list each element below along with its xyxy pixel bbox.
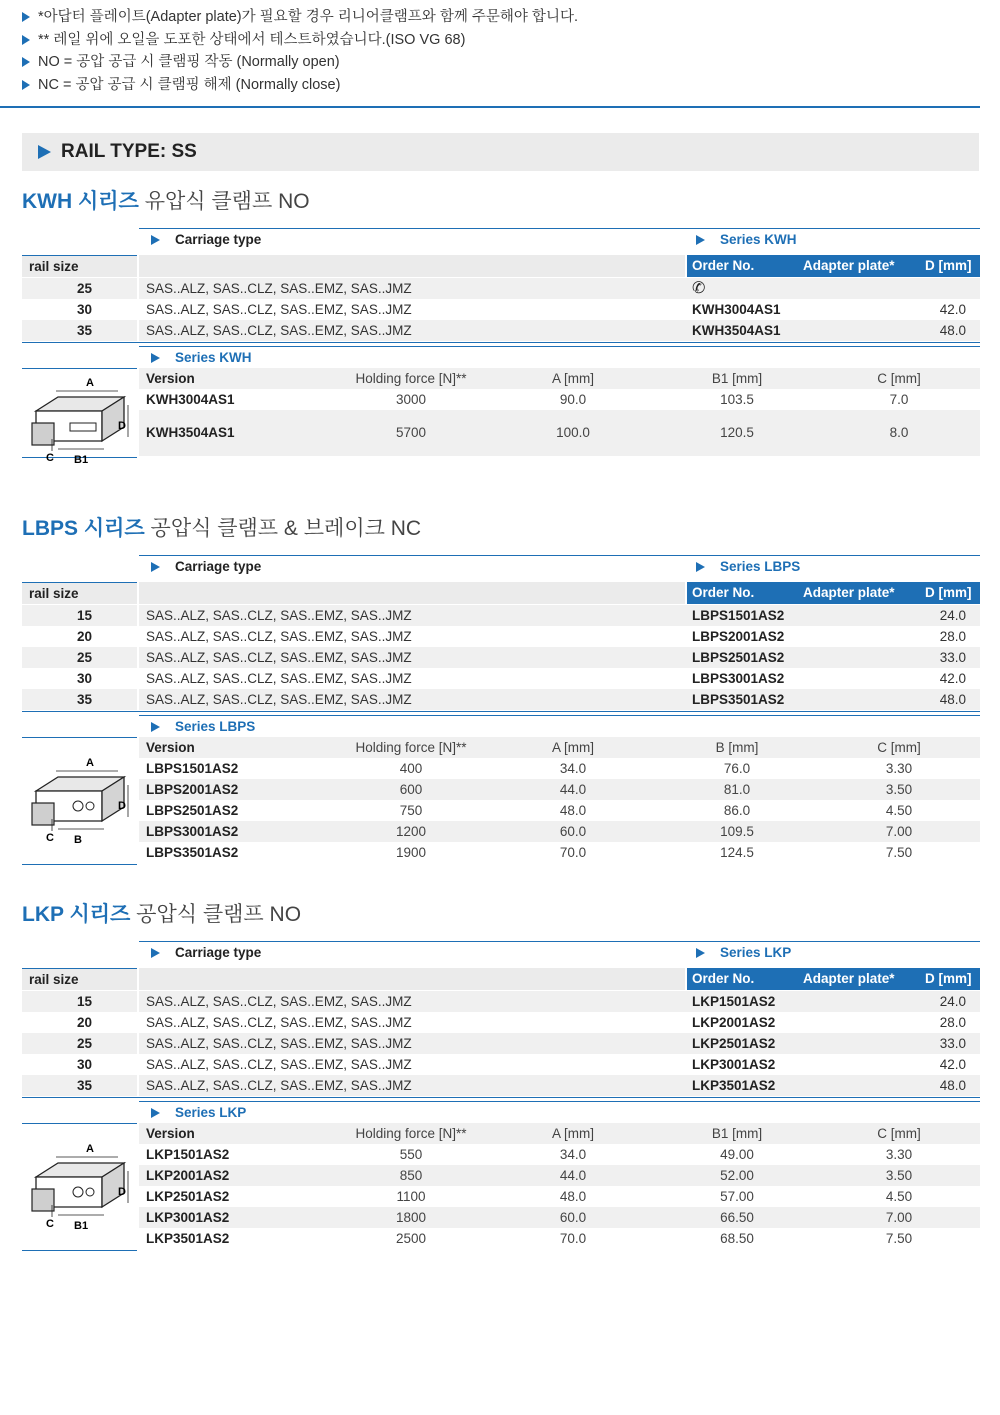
d-header: D [mm] <box>925 585 972 600</box>
version-header-row <box>139 368 980 389</box>
version-hf-cell: 1200 <box>395 824 427 839</box>
carriage-cell: SAS..ALZ, SAS..CLZ, SAS..EMZ, SAS..JMZ <box>146 692 412 707</box>
svg-text:D: D <box>118 420 126 432</box>
order-no-cell: KWH3004AS1 <box>692 302 781 317</box>
version-table-rule <box>139 715 980 716</box>
series-title-desc: 공압식 클램프 & 브레이크 NC <box>144 517 422 540</box>
triangle-bullet-icon <box>38 145 51 159</box>
order-header <box>687 582 980 604</box>
triangle-bullet-icon <box>151 722 160 732</box>
svg-text:B: B <box>74 834 82 846</box>
clamp-dimension-drawing <box>28 751 132 851</box>
order-no-cell: LKP3001AS2 <box>692 1057 776 1072</box>
version-c-cell: 3.30 <box>885 761 913 776</box>
order-no-cell: KWH3504AS1 <box>692 323 781 338</box>
series-label <box>696 232 797 247</box>
version-b-cell: 57.00 <box>720 1189 754 1204</box>
version-a-cell: 48.0 <box>559 803 587 818</box>
svg-text:D: D <box>118 800 126 812</box>
carriage-cell: SAS..ALZ, SAS..CLZ, SAS..EMZ, SAS..JMZ <box>146 1057 412 1072</box>
triangle-bullet-icon <box>22 35 30 45</box>
version-c-cell: 4.50 <box>885 803 913 818</box>
version-table-rule <box>139 346 980 347</box>
version-a-cell: 70.0 <box>559 845 587 860</box>
phone-icon: ✆ <box>692 280 706 297</box>
carriage-cell: SAS..ALZ, SAS..CLZ, SAS..EMZ, SAS..JMZ <box>146 1078 412 1093</box>
row-body <box>139 278 980 299</box>
version-c-cell: 7.00 <box>885 824 913 839</box>
table-bottom-rule <box>22 1097 980 1098</box>
series-title <box>22 185 310 215</box>
carriage-type-text: Carriage type <box>175 232 262 247</box>
version-row <box>139 410 980 456</box>
version-cell: KWH3504AS1 <box>146 425 235 440</box>
version-hf-cell: 1900 <box>395 845 427 860</box>
version-row <box>139 800 980 821</box>
clamp-drawing-box <box>22 368 137 466</box>
version-c-cell: 3.50 <box>885 1168 913 1183</box>
row-body <box>139 1075 980 1096</box>
row-body <box>139 1012 980 1033</box>
header-spacer <box>139 968 685 990</box>
version-header-row <box>139 1123 980 1144</box>
version-header: Version <box>146 1126 195 1141</box>
version-row <box>139 1207 980 1228</box>
svg-text:C: C <box>46 452 54 464</box>
note-item <box>22 51 578 74</box>
version-hf-cell: 400 <box>399 761 423 776</box>
version-row <box>139 1228 980 1249</box>
version-c-cell: 4.50 <box>885 1189 913 1204</box>
version-cell: LBPS3501AS2 <box>146 845 239 860</box>
d-cell: 33.0 <box>939 1036 966 1051</box>
triangle-bullet-icon <box>151 1108 160 1118</box>
rail-size-cell: 25 <box>22 1033 137 1054</box>
a-header: A [mm] <box>551 371 595 386</box>
adapter-plate-header: Adapter plate* <box>803 258 895 273</box>
order-no-header: Order No. <box>692 258 755 273</box>
column-header <box>22 582 980 604</box>
table-row <box>22 668 980 689</box>
row-body <box>139 626 980 647</box>
triangle-bullet-icon <box>696 235 705 245</box>
carriage-cell: SAS..ALZ, SAS..CLZ, SAS..EMZ, SAS..JMZ <box>146 994 412 1009</box>
order-header <box>687 968 980 990</box>
version-cell: LKP2501AS2 <box>146 1189 230 1204</box>
clamp-dimension-drawing <box>28 1137 132 1237</box>
version-series-label <box>139 347 252 368</box>
d-cell: 24.0 <box>939 608 966 623</box>
triangle-bullet-icon <box>696 948 705 958</box>
adapter-plate-header: Adapter plate* <box>803 971 895 986</box>
divider <box>0 106 980 108</box>
d-cell: 24.0 <box>939 994 966 1009</box>
triangle-bullet-icon <box>696 562 705 572</box>
header-spacer <box>139 255 685 277</box>
version-row <box>139 779 980 800</box>
row-body <box>139 1054 980 1075</box>
notes-list <box>22 6 578 96</box>
version-hf-cell: 600 <box>399 782 423 797</box>
triangle-bullet-icon <box>151 948 160 958</box>
d-cell: 48.0 <box>939 1078 966 1093</box>
a-header: A [mm] <box>551 1126 595 1141</box>
version-row <box>139 842 980 863</box>
carriage-cell: SAS..ALZ, SAS..CLZ, SAS..EMZ, SAS..JMZ <box>146 302 412 317</box>
clamp-drawing-box <box>22 737 137 865</box>
order-no-header: Order No. <box>692 971 755 986</box>
rail-size-header: rail size <box>22 582 137 604</box>
version-b-cell: 103.5 <box>720 392 754 407</box>
version-cell: LKP3501AS2 <box>146 1231 230 1246</box>
rail-size-header: rail size <box>22 255 137 277</box>
table-row <box>22 320 980 341</box>
order-no-header: Order No. <box>692 585 755 600</box>
rail-size-cell: 30 <box>76 302 93 317</box>
series-title-name: LBPS 시리즈 <box>22 517 145 540</box>
series-label <box>696 559 800 574</box>
carriage-cell: SAS..ALZ, SAS..CLZ, SAS..EMZ, SAS..JMZ <box>146 608 412 623</box>
svg-text:A: A <box>86 377 94 389</box>
version-c-cell: 3.50 <box>885 782 913 797</box>
b-header: B1 [mm] <box>711 1126 763 1141</box>
version-hf-cell: 550 <box>399 1147 423 1162</box>
row-body <box>139 1033 980 1054</box>
row-body <box>139 647 980 668</box>
svg-text:A: A <box>86 757 94 769</box>
rail-type-title: RAIL TYPE: SS <box>61 141 197 162</box>
version-series-text: Series KWH <box>175 350 252 365</box>
triangle-bullet-icon <box>22 80 30 90</box>
series-title-desc: 유압식 클램프 NO <box>138 190 310 213</box>
svg-text:C: C <box>46 1218 54 1230</box>
row-body <box>139 299 980 320</box>
svg-text:A: A <box>86 1143 94 1155</box>
version-cell: KWH3004AS1 <box>146 392 235 407</box>
version-b-cell: 81.0 <box>723 782 751 797</box>
table-bottom-rule <box>22 342 980 343</box>
b-header: B [mm] <box>715 740 759 755</box>
rail-size-cell: 30 <box>76 1057 93 1072</box>
version-b-cell: 68.50 <box>720 1231 754 1246</box>
version-hf-cell: 850 <box>399 1168 423 1183</box>
order-no-cell: LBPS3001AS2 <box>692 671 785 686</box>
series-title-name: LKP 시리즈 <box>22 903 131 926</box>
version-header: Version <box>146 740 195 755</box>
rail-size-cell: 15 <box>22 991 137 1012</box>
svg-text:D: D <box>118 1186 126 1198</box>
rail-size-cell: 35 <box>22 689 137 710</box>
version-cell: LBPS2501AS2 <box>146 803 239 818</box>
note-item <box>22 29 578 52</box>
table-row <box>22 1033 980 1054</box>
rail-size-cell: 20 <box>76 1015 93 1030</box>
rail-size-cell: 35 <box>22 320 137 341</box>
version-row <box>139 1165 980 1186</box>
carriage-header <box>139 228 980 250</box>
column-header <box>22 968 980 990</box>
holding-force-header: Holding force [N]** <box>355 1126 467 1141</box>
d-cell: 42.0 <box>939 302 966 317</box>
version-b-cell: 66.50 <box>720 1210 754 1225</box>
d-cell: 42.0 <box>939 671 966 686</box>
carriage-cell: SAS..ALZ, SAS..CLZ, SAS..EMZ, SAS..JMZ <box>146 323 412 338</box>
c-header: C [mm] <box>877 740 921 755</box>
rail-type-banner <box>22 133 979 171</box>
svg-text:B1: B1 <box>74 1220 89 1232</box>
b-header: B1 [mm] <box>711 371 763 386</box>
carriage-cell: SAS..ALZ, SAS..CLZ, SAS..EMZ, SAS..JMZ <box>146 1036 412 1051</box>
carriage-cell: SAS..ALZ, SAS..CLZ, SAS..EMZ, SAS..JMZ <box>146 629 412 644</box>
version-cell: LKP3001AS2 <box>146 1210 230 1225</box>
series-label <box>696 945 791 960</box>
triangle-bullet-icon <box>22 57 30 67</box>
rail-size-cell: 30 <box>76 671 93 686</box>
version-row <box>139 758 980 779</box>
d-cell: 28.0 <box>939 1015 966 1030</box>
carriage-cell: SAS..ALZ, SAS..CLZ, SAS..EMZ, SAS..JMZ <box>146 671 412 686</box>
version-a-cell: 90.0 <box>559 392 587 407</box>
note-text: *아답터 플레이트(Adapter plate)가 필요할 경우 리니어클램프와 함께 주문해야 합니다. <box>38 9 578 25</box>
version-a-cell: 48.0 <box>559 1189 587 1204</box>
order-no-cell: LKP1501AS2 <box>692 994 776 1009</box>
d-cell: 42.0 <box>939 1057 966 1072</box>
version-a-cell: 100.0 <box>556 425 590 440</box>
note-item <box>22 6 578 29</box>
d-header: D [mm] <box>925 258 972 273</box>
version-c-cell: 3.30 <box>885 1147 913 1162</box>
version-b-cell: 86.0 <box>723 803 751 818</box>
carriage-header <box>139 555 980 577</box>
holding-force-header: Holding force [N]** <box>355 371 467 386</box>
version-row <box>139 1186 980 1207</box>
version-row <box>139 389 980 410</box>
version-header-row <box>139 737 980 758</box>
version-c-cell: 7.00 <box>885 1210 913 1225</box>
version-hf-cell: 750 <box>399 803 423 818</box>
version-hf-cell: 2500 <box>395 1231 427 1246</box>
version-b-cell: 109.5 <box>720 824 754 839</box>
svg-text:B1: B1 <box>74 454 89 466</box>
rail-size-cell: 15 <box>22 605 137 626</box>
triangle-bullet-icon <box>151 562 160 572</box>
note-text: NC = 공압 공급 시 클램핑 해제 (Normally close) <box>38 76 341 93</box>
series-title-desc: 공압식 클램프 NO <box>130 903 302 926</box>
c-header: C [mm] <box>877 371 921 386</box>
version-a-cell: 34.0 <box>559 1147 587 1162</box>
d-header: D [mm] <box>925 971 972 986</box>
c-header: C [mm] <box>877 1126 921 1141</box>
holding-force-header: Holding force [N]** <box>355 740 467 755</box>
version-hf-cell: 5700 <box>395 425 427 440</box>
table-row <box>22 278 980 299</box>
carriage-header <box>139 941 980 963</box>
triangle-bullet-icon <box>22 12 30 22</box>
svg-text:C: C <box>46 832 54 844</box>
row-body <box>139 689 980 710</box>
row-body <box>139 668 980 689</box>
table-row <box>22 1054 980 1075</box>
column-header <box>22 255 980 277</box>
d-cell: 28.0 <box>939 629 966 644</box>
series-title-name: KWH 시리즈 <box>22 190 139 213</box>
version-b-cell: 120.5 <box>720 425 754 440</box>
order-no-cell: LBPS2501AS2 <box>692 650 785 665</box>
order-no-cell: LBPS2001AS2 <box>692 629 785 644</box>
version-header: Version <box>146 371 195 386</box>
table-row <box>22 1075 980 1096</box>
d-cell: 48.0 <box>939 692 966 707</box>
version-a-cell: 70.0 <box>559 1231 587 1246</box>
note-text: NO = 공압 공급 시 클램핑 작동 (Normally open) <box>38 54 340 70</box>
clamp-drawing-box <box>22 1123 137 1251</box>
version-cell: LBPS2001AS2 <box>146 782 239 797</box>
version-a-cell: 34.0 <box>559 761 587 776</box>
carriage-type-text: Carriage type <box>175 559 262 574</box>
series-title <box>22 898 301 928</box>
rail-size-cell: 25 <box>22 647 137 668</box>
version-series-label <box>139 716 255 737</box>
version-b-cell: 124.5 <box>720 845 754 860</box>
carriage-type-label <box>151 232 261 247</box>
note-text: ** 레일 위에 오일을 도포한 상태에서 테스트하였습니다.(ISO VG 68) <box>38 31 466 48</box>
version-cell: LBPS1501AS2 <box>146 761 239 776</box>
triangle-bullet-icon <box>151 353 160 363</box>
carriage-type-text: Carriage type <box>175 945 262 960</box>
rail-size-cell: 25 <box>22 278 137 299</box>
carriage-type-label <box>151 559 261 574</box>
table-row <box>22 647 980 668</box>
version-hf-cell: 3000 <box>395 392 427 407</box>
version-a-cell: 60.0 <box>559 1210 587 1225</box>
rail-size-cell: 20 <box>76 629 93 644</box>
version-a-cell: 44.0 <box>559 782 587 797</box>
version-table-rule <box>139 1101 980 1102</box>
rail-size-header: rail size <box>22 968 137 990</box>
d-cell: 33.0 <box>939 650 966 665</box>
carriage-cell: SAS..ALZ, SAS..CLZ, SAS..EMZ, SAS..JMZ <box>146 1015 412 1030</box>
carriage-cell: SAS..ALZ, SAS..CLZ, SAS..EMZ, SAS..JMZ <box>146 650 412 665</box>
order-no-cell: LKP2501AS2 <box>692 1036 776 1051</box>
order-no-cell: LBPS1501AS2 <box>692 608 785 623</box>
table-row <box>22 991 980 1012</box>
version-cell: LKP1501AS2 <box>146 1147 230 1162</box>
table-row <box>22 689 980 710</box>
version-hf-cell: 1100 <box>396 1189 426 1204</box>
series-label-text: Series KWH <box>720 232 797 247</box>
version-series-text: Series LBPS <box>175 719 256 734</box>
version-cell: LKP2001AS2 <box>146 1168 230 1183</box>
version-series-text: Series LKP <box>175 1105 247 1120</box>
row-body <box>139 991 980 1012</box>
clamp-dimension-drawing <box>28 371 132 471</box>
row-body <box>139 320 980 341</box>
order-no-cell: LKP3501AS2 <box>692 1078 776 1093</box>
table-bottom-rule <box>22 711 980 712</box>
series-label-text: Series LKP <box>720 945 792 960</box>
table-row <box>22 626 980 647</box>
carriage-type-label <box>151 945 261 960</box>
version-b-cell: 49.00 <box>720 1147 754 1162</box>
version-b-cell: 52.00 <box>720 1168 754 1183</box>
rail-size-cell: 35 <box>22 1075 137 1096</box>
table-row <box>22 299 980 320</box>
triangle-bullet-icon <box>151 235 160 245</box>
version-cell: LBPS3001AS2 <box>146 824 239 839</box>
series-title <box>22 512 421 542</box>
order-no-cell: LBPS3501AS2 <box>692 692 785 707</box>
table-row <box>22 1012 980 1033</box>
version-row <box>139 821 980 842</box>
version-hf-cell: 1800 <box>395 1210 427 1225</box>
d-cell: 48.0 <box>939 323 966 338</box>
version-c-cell: 7.50 <box>885 845 913 860</box>
a-header: A [mm] <box>551 740 595 755</box>
table-row <box>22 605 980 626</box>
version-row <box>139 1144 980 1165</box>
adapter-plate-header: Adapter plate* <box>803 585 895 600</box>
version-c-cell: 7.50 <box>885 1231 913 1246</box>
note-item <box>22 74 578 97</box>
version-c-cell: 7.0 <box>889 392 909 407</box>
series-label-text: Series LBPS <box>720 559 801 574</box>
order-no-cell: LKP2001AS2 <box>692 1015 776 1030</box>
version-a-cell: 60.0 <box>559 824 587 839</box>
version-c-cell: 8.0 <box>889 425 909 440</box>
version-series-label <box>139 1102 246 1123</box>
header-spacer <box>139 582 685 604</box>
row-body <box>139 605 980 626</box>
version-b-cell: 76.0 <box>723 761 751 776</box>
carriage-cell: SAS..ALZ, SAS..CLZ, SAS..EMZ, SAS..JMZ <box>146 281 412 296</box>
order-header <box>687 255 980 277</box>
version-a-cell: 44.0 <box>559 1168 587 1183</box>
